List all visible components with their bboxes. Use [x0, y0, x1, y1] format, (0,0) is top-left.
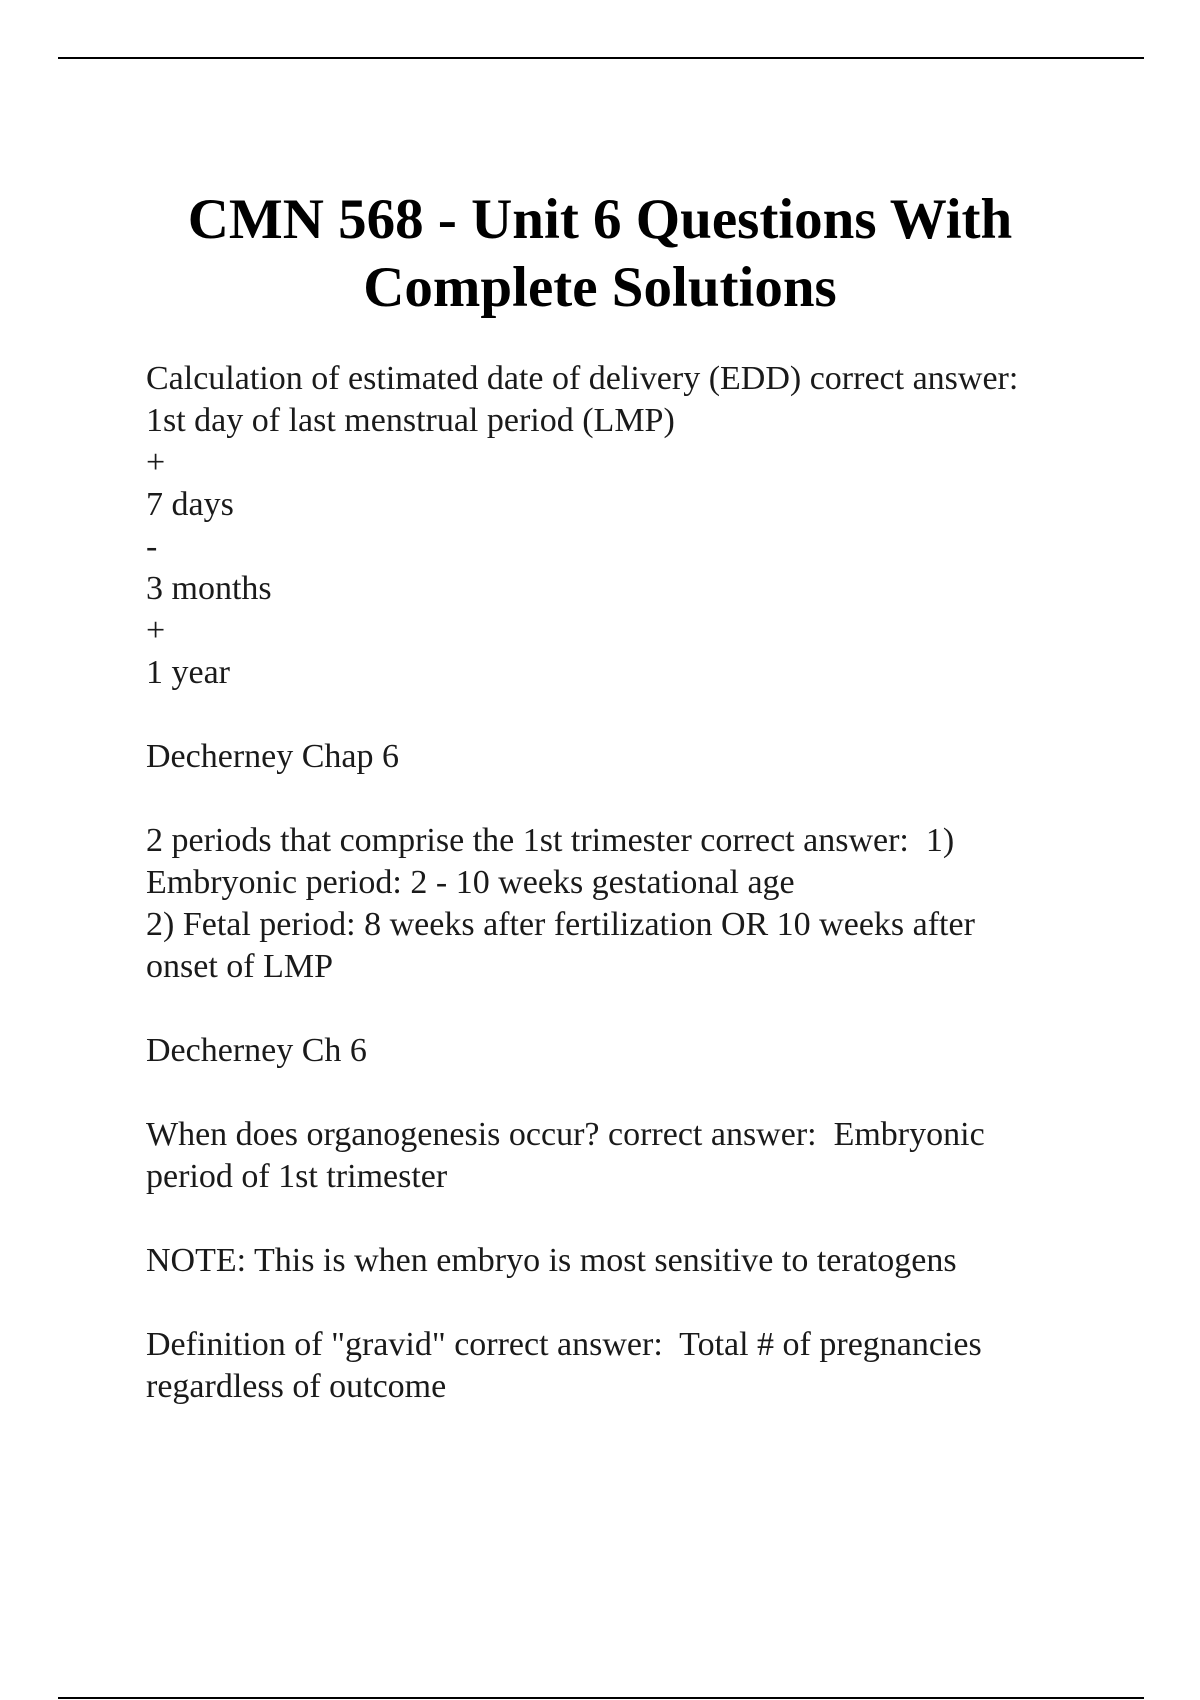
paragraph-gap: [146, 1072, 1106, 1114]
qa-line: When does organogenesis occur? correct answer: Embryonic: [146, 1116, 985, 1153]
qa-line: -: [146, 528, 158, 565]
paragraph-gap: [146, 1282, 1106, 1324]
paragraph-gap: [146, 694, 1106, 736]
qa-line: Embryonic period: 2 - 10 weeks gestational age: [146, 864, 795, 901]
qa-line: Definition of "gravid" correct answer: Total # of pregnancies: [146, 1326, 982, 1363]
qa-line: +: [146, 612, 166, 649]
qa-first-trimester-periods: [146, 820, 1106, 988]
qa-line: 1st day of last menstrual period (LMP): [146, 402, 675, 439]
reference-text: Decherney Ch 6: [146, 1032, 367, 1069]
document-body: [146, 358, 1106, 1408]
qa-gravid-definition: [146, 1324, 1106, 1408]
qa-line: 2 periods that comprise the 1st trimester correct answer: 1): [146, 822, 955, 859]
qa-line: Calculation of estimated date of delivery (EDD) correct answer:: [146, 360, 1019, 397]
qa-line: 2) Fetal period: 8 weeks after fertilization OR 10 weeks after: [146, 906, 975, 943]
paragraph-gap: [146, 778, 1106, 820]
note-text: NOTE: This is when embryo is most sensitive to teratogens: [146, 1242, 957, 1279]
top-rule: [58, 57, 1144, 59]
paragraph-gap: [146, 988, 1106, 1030]
qa-line: 1 year: [146, 654, 231, 691]
qa-line: period of 1st trimester: [146, 1158, 448, 1195]
title-line-1: CMN 568 - Unit 6 Questions With: [187, 188, 1013, 251]
reference-text: Decherney Chap 6: [146, 738, 400, 775]
bottom-rule: [58, 1697, 1144, 1699]
qa-line: regardless of outcome: [146, 1368, 447, 1405]
qa-line: 7 days: [146, 486, 234, 523]
qa-line: onset of LMP: [146, 948, 333, 985]
qa-organogenesis: [146, 1114, 1106, 1198]
qa-line: +: [146, 444, 166, 481]
document-title: [100, 186, 1100, 322]
qa-line: 3 months: [146, 570, 272, 607]
paragraph-gap: [146, 1198, 1106, 1240]
qa-edd-calculation: [146, 358, 1106, 694]
title-line-2: Complete Solutions: [363, 256, 837, 319]
